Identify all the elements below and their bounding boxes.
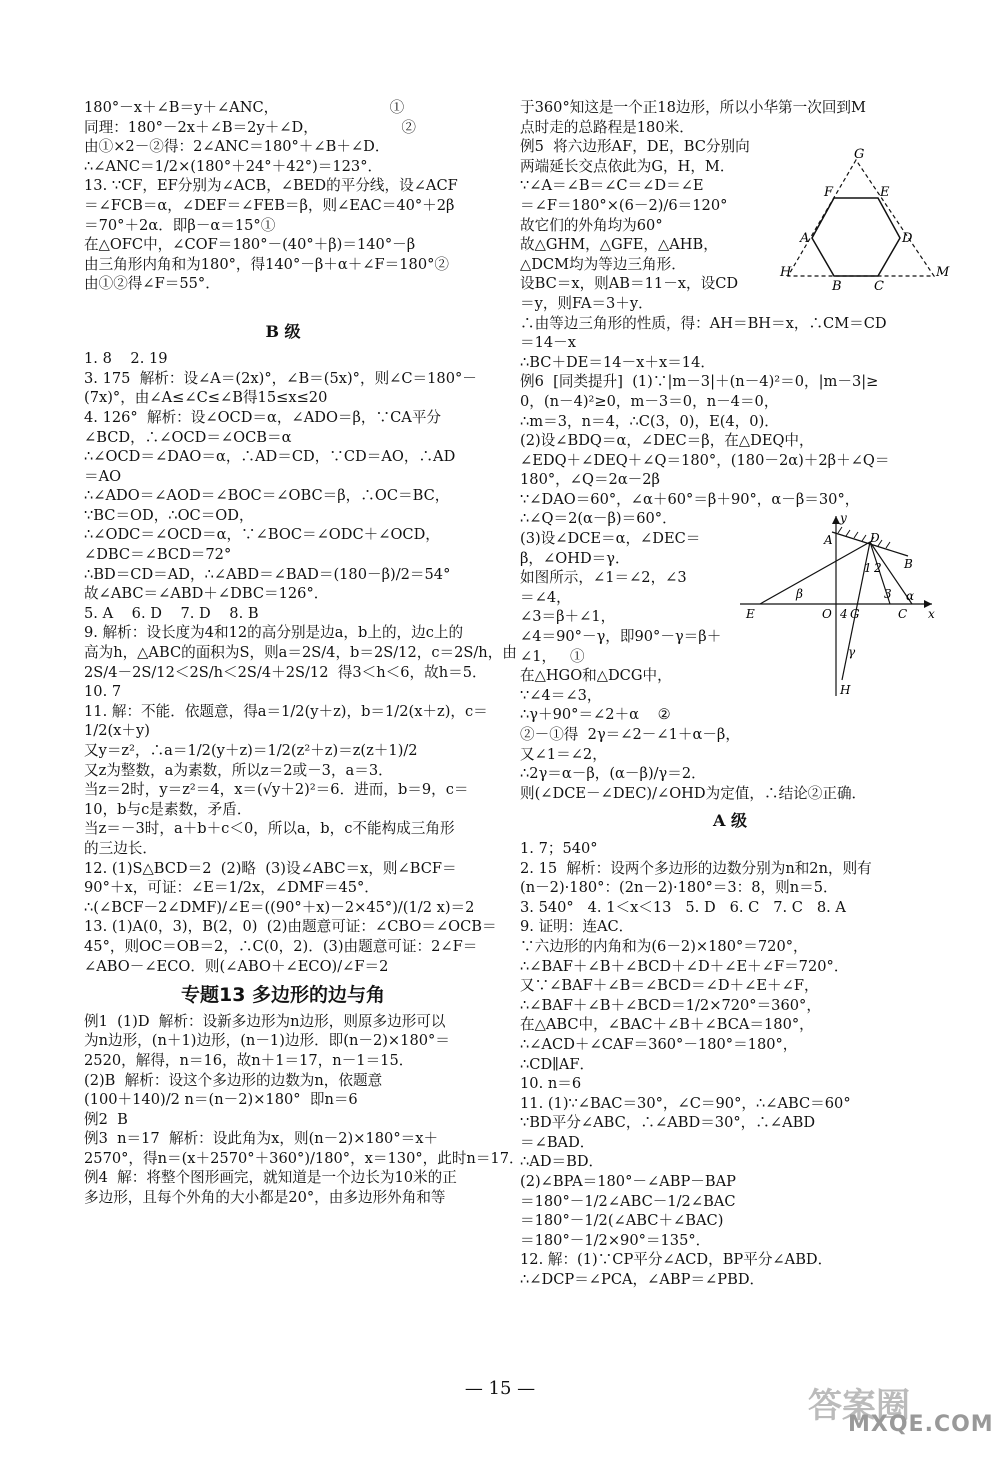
- right-line-4: ∵∠A＝∠B＝∠C＝∠D＝∠E: [520, 177, 704, 195]
- left-line-26: 9. 解析：设长度为4和12的高分别是边a，b上的，边c上的: [84, 624, 464, 642]
- axis-fig-label: α: [906, 589, 915, 603]
- left-line-0: 180°－x＋∠B＝y＋∠ANC， ①: [84, 99, 405, 116]
- axis-fig-label: E: [746, 607, 755, 621]
- right-line-49: 10. n＝6: [520, 1075, 582, 1093]
- axis-fig-label: 1: [864, 561, 872, 575]
- axis-fig-label: 2: [874, 561, 882, 575]
- left-column: [84, 98, 524, 1208]
- axis-fig-label: B: [904, 557, 913, 571]
- left-line-38: 12. (1)S△BCD＝2 (2)略 (3)设∠ABC＝x，则∠BCF＝: [84, 859, 457, 877]
- left-line-30: 11. 解：不能．依题意，得a＝1/2(y＋z)，b＝1/2(x＋z)，c＝: [84, 702, 488, 720]
- right-line-3: 两端延长交点依此为G，H，M．: [520, 157, 735, 175]
- right-line-15: 0，(n－4)²≥0，m－3＝0，n－4＝0，: [520, 392, 779, 410]
- right-line-48: ∴CD∥AF．: [520, 1055, 595, 1073]
- right-line-10: ＝y，则FA＝3＋y．: [520, 294, 653, 312]
- hex-label: A: [800, 231, 810, 246]
- left-line-19: ∴∠ADO＝∠AOD＝∠BOC＝∠OBC＝β，∴OC＝BC，: [84, 487, 450, 505]
- right-line-36: A 级: [713, 811, 747, 831]
- axis-fig-label: 4: [840, 607, 848, 621]
- left-line-27: 高为h，△ABC的面积为S，则a＝2S/4，b＝2S/12，c＝2S/h，由: [84, 644, 517, 662]
- right-line-38: 2. 15 解析：设两个多边形的边数分别为n和2n，则有: [520, 859, 872, 877]
- axis-fig-label: 3: [884, 587, 892, 601]
- hex-label: E: [880, 185, 890, 200]
- hex-label: B: [832, 279, 842, 294]
- right-line-39: (n－2)·180°：(2n－2)·180°＝3：8，则n＝5．: [520, 879, 838, 897]
- right-line-50: 11. (1)∵∠BAC＝30°，∠C＝90°，∴∠ABC＝60°: [520, 1094, 851, 1112]
- right-line-41: 9. 证明：连AC．: [520, 918, 634, 936]
- left-line-40: ∴(∠BCF－2∠DMF)/∠E＝((90°＋x)－2×45°)/(1/2 x)＝2: [84, 898, 475, 916]
- right-line-16: ∴m＝3，n＝4，∴C(3，0)，E(4，0)．: [520, 412, 779, 430]
- right-line-44: 又∵∠BAF＋∠B＝∠BCD＝∠D＋∠E＋∠F，: [520, 977, 819, 995]
- hexagon-figure: [776, 147, 950, 294]
- right-line-55: ＝180°－1/2∠ABC－1/2∠BAC: [520, 1192, 736, 1210]
- watermark-logo: 答案圈: [808, 1386, 910, 1426]
- right-line-40: 3. 540° 4. 1＜x＜13 5. D 6. C 7. C 8. A: [520, 898, 846, 916]
- left-line-49: (100＋140)/2 n＝(n－2)×180° 即n＝6: [84, 1091, 358, 1109]
- axis-fig-label: C: [898, 607, 908, 621]
- left-line-1: 同理：180°－2x＋∠B＝2y＋∠D， ②: [84, 118, 416, 136]
- right-line-19: 180°，∠Q＝2α－2β: [520, 471, 660, 489]
- right-line-24: 如图所示，∠1＝∠2，∠3: [520, 569, 687, 587]
- right-line-56: ＝180°－1/2(∠ABC＋∠BAC): [520, 1212, 724, 1230]
- hex-label: F: [824, 185, 834, 200]
- left-line-44: 专题13 多边形的边与角: [180, 984, 386, 1007]
- left-line-42: 45°，则OC＝OB＝2，∴C(0，2)．(3)由题意可证：2∠F＝: [84, 937, 478, 955]
- left-line-7: 在△OFC中，∠COF＝180°－(40°＋β)＝140°－β: [84, 236, 416, 254]
- left-line-52: 2570°，得n＝(x＋2570°＋360°)/180°，x＝130°，此时n＝17．: [84, 1149, 524, 1167]
- right-line-43: ∴∠BAF＋∠B＋∠BCD＋∠D＋∠E＋∠F＝720°．: [520, 957, 849, 975]
- right-line-53: ∴AD＝BD．: [520, 1153, 604, 1171]
- left-line-3: ∴∠ANC＝1/2×(180°＋24°＋42°)＝123°．: [84, 157, 383, 175]
- right-line-26: ∠3＝β＋∠1，: [520, 608, 616, 626]
- right-line-58: 12. 解：(1)∵CP平分∠ACD，BP平分∠ABD．: [520, 1251, 833, 1269]
- right-line-32: ②－①得 2γ＝∠2－∠1＋α－β，: [520, 726, 740, 743]
- page-number: — 15 —: [464, 1378, 536, 1399]
- left-line-25: 5. A 6. D 7. D 8. B: [84, 604, 259, 622]
- left-line-17: ∴∠OCD＝∠DAO＝α，∴AD＝CD，∵CD＝AO，∴AD: [84, 448, 456, 466]
- left-line-4: 13. ∵CF，EF分别为∠ACB，∠BED的平分线，设∠ACF: [84, 177, 458, 195]
- right-line-2: 例5 将六边形AF，DE，BC分别向: [520, 138, 750, 156]
- left-line-47: 2520，解得，n＝16，故n＋1＝17，n－1＝15．: [84, 1051, 414, 1069]
- left-line-45: 例1 (1)D 解析：设新多边形为n边形，则原多边形可以: [84, 1012, 446, 1030]
- right-line-31: ∴γ＋90°＝∠2＋α ②: [520, 706, 671, 724]
- left-line-15: 4. 126° 解析：设∠OCD＝α，∠ADO＝β，∵CA平分: [84, 408, 442, 426]
- left-line-18: ＝AO: [84, 467, 122, 485]
- hex-label: H: [780, 265, 792, 280]
- right-line-1: 点时走的总路程是180米．: [520, 118, 694, 136]
- left-line-50: 例2 B: [84, 1110, 128, 1128]
- axis-fig-label: γ: [848, 645, 856, 659]
- axis-fig-label: D: [870, 531, 880, 545]
- left-line-32: 又y＝z²，∴a＝1/2(y＋z)＝1/2(z²＋z)＝z(z＋1)/2: [84, 742, 418, 759]
- left-line-48: (2)B 解析：设这个多边形的边数为n，依题意: [84, 1071, 383, 1089]
- right-line-52: ＝∠BAD．: [520, 1133, 595, 1151]
- left-line-37: 的三边长．: [84, 839, 157, 857]
- right-line-29: 在△HGO和△DCG中，: [520, 667, 672, 685]
- left-line-14: (7x)°，由∠A≤∠C≤∠B得15≤x≤20: [84, 389, 328, 407]
- right-line-13: ∴BC＋DE＝14－x＋x＝14．: [520, 353, 715, 371]
- axis-fig-label: β: [796, 587, 803, 601]
- right-line-17: (2)设∠BDQ＝α，∠DEC＝β，在△DEQ中，: [520, 432, 814, 450]
- left-line-23: ∴BD＝CD＝AD，∴∠ABD＝∠BAD＝(180－β)/2＝54°: [84, 565, 451, 583]
- left-line-43: ∠ABO－∠ECO．则(∠ABO＋∠ECO)/∠F＝2: [84, 957, 389, 975]
- left-line-12: 1. 8 2. 19: [84, 350, 168, 368]
- left-line-11: B 级: [265, 321, 301, 341]
- hex-label: C: [874, 279, 884, 294]
- left-line-28: 2S/4－2S/12＜2S/h＜2S/4＋2S/12 得3＜h＜6，故h＝5．: [84, 663, 487, 681]
- right-line-7: 故△GHM，△GFE，△AHB，: [520, 236, 718, 254]
- left-line-29: 10. 7: [84, 683, 122, 701]
- right-line-37: 1. 7；540°: [520, 839, 598, 857]
- left-line-6: ＝70°＋2α．即β－α＝15°①: [84, 216, 276, 234]
- right-line-5: ＝∠F＝180°×(6－2)/6＝120°: [520, 196, 728, 214]
- right-line-54: (2)∠BPA＝180°－∠ABP－BAP: [520, 1173, 736, 1191]
- axis-fig-label: x: [928, 607, 935, 621]
- right-line-30: ∵∠4＝∠3，: [520, 686, 602, 704]
- right-line-20: ∵∠DAO＝60°，∠α＋60°＝β＋90°，α－β＝30°，: [520, 490, 860, 508]
- right-line-9: 设BC＝x，则AB＝11－x，设CD: [520, 275, 739, 293]
- right-line-28: ∠1， ①: [520, 647, 585, 665]
- right-line-27: ∠4＝90°－γ，即90°－γ＝β＋: [520, 628, 722, 646]
- right-line-12: ＝14－x: [520, 334, 576, 352]
- hex-label: D: [902, 231, 913, 246]
- left-line-21: ∴∠ODC＝∠OCD＝α，∵∠BOC＝∠ODC＋∠OCD，: [84, 526, 440, 544]
- right-line-6: 故它们的外角均为60°: [520, 216, 663, 234]
- right-line-33: 又∠1＝∠2，: [520, 745, 607, 763]
- hex-label: G: [854, 147, 865, 162]
- right-line-18: ∠EDQ＋∠DEQ＋∠Q＝180°，(180－2α)＋2β＋∠Q＝: [520, 451, 890, 469]
- left-line-31: 1/2(x＋y): [84, 722, 150, 740]
- right-line-14: 例6 [同类提升] (1)∵|m－3|＋(n－4)²＝0，|m－3|≥: [520, 373, 879, 391]
- left-line-8: 由三角形内角和为180°，得140°－β＋α＋∠F＝180°②: [84, 255, 450, 273]
- right-line-25: ＝∠4，: [520, 588, 571, 606]
- right-line-11: ∴由等边三角形的性质，得：AH＝BH＝x，∴CM＝CD: [520, 314, 887, 332]
- axis-fig-label: G: [850, 607, 860, 621]
- left-line-5: ＝∠FCB＝α，∠DEF＝∠FEB＝β，则∠EAC＝40°＋2β: [84, 196, 455, 214]
- left-line-36: 当z＝－3时，a＋b＋c＜0，所以a，b，c不能构成三角形: [84, 820, 455, 838]
- left-line-33: 又z为整数，a为素数，所以z＝2或－3，a＝3．: [84, 761, 393, 779]
- right-line-22: (3)设∠DCE＝α，∠DEC＝: [520, 530, 701, 548]
- right-line-34: ∴2γ＝α－β，(α－β)/γ＝2．: [520, 765, 706, 783]
- left-line-35: 10，b与c是素数，矛盾．: [84, 800, 252, 818]
- right-line-35: 则(∠DCE－∠DEC)/∠OHD为定值，∴结论②正确．: [520, 784, 867, 802]
- right-line-59: ∴∠DCP＝∠PCA，∠ABP＝∠PBD．: [520, 1271, 765, 1289]
- right-line-47: ∴∠ACD＋∠CAF＝360°－180°＝180°，: [520, 1035, 798, 1053]
- left-line-24: 故∠ABC＝∠ABD＋∠DBC＝126°．: [84, 585, 329, 603]
- left-line-54: 多边形，且每个外角的大小都是20°，由多边形外角和等: [84, 1189, 446, 1207]
- left-line-46: 为n边形，(n＋1)边形，(n－1)边形．即(n－2)×180°＝: [84, 1032, 450, 1050]
- axis-fig-label: H: [840, 683, 851, 697]
- left-line-16: ∠BCD，∴∠OCD＝∠OCB＝α: [84, 428, 292, 446]
- hex-label: M: [936, 265, 950, 280]
- left-line-41: 13. (1)A(0，3)，B(2，0) (2)由题意可证：∠CBO＝∠OCB＝: [84, 918, 497, 936]
- right-line-51: ∵BD平分∠ABC，∴∠ABD＝30°，∴∠ABD: [520, 1114, 816, 1132]
- left-line-9: 由①②得∠F＝55°．: [84, 275, 220, 293]
- watermark: MXQE.COM: [848, 1412, 994, 1437]
- left-line-22: ∠DBC＝∠BCD＝72°: [84, 546, 232, 564]
- right-line-57: ＝180°－1/2×90°＝135°．: [520, 1231, 711, 1249]
- left-line-39: 90°＋x，可证：∠E＝1/2x，∠DMF＝45°．: [84, 879, 379, 897]
- left-line-51: 例3 n＝17 解析：设此角为x，则(n－2)×180°＝x＋: [84, 1130, 439, 1148]
- right-line-42: ∵六边形的内角和为(6－2)×180°＝720°，: [520, 937, 808, 955]
- axis-fig-label: y: [840, 511, 847, 525]
- axis-fig-label: A: [824, 533, 833, 547]
- left-line-10: [84, 294, 482, 314]
- left-line-34: 当z＝2时，y＝z²＝4，x＝(√y＋2)²＝6．进而，b＝9，c＝: [84, 781, 469, 799]
- right-line-23: β，∠OHD＝γ．: [520, 549, 630, 567]
- right-line-46: 在△ABC中，∠BAC＋∠B＋∠BCA＝180°，: [520, 1016, 814, 1034]
- left-line-2: 由①×2－②得：2∠ANC＝180°＋∠B＋∠D．: [84, 138, 390, 156]
- coordinate-figure: [740, 510, 940, 700]
- right-line-21: ∴∠Q＝2(α－β)＝60°．: [520, 510, 677, 528]
- right-line-8: △DCM均为等边三角形．: [520, 255, 686, 273]
- left-line-20: ∵BC＝OD，∴OC＝OD，: [84, 506, 254, 524]
- right-line-45: ∴∠BAF＋∠B＋∠BCD＝1/2×720°＝360°，: [520, 996, 821, 1014]
- left-line-13: 3. 175 解析：设∠A＝(2x)°，∠B＝(5x)°，则∠C＝180°－: [84, 369, 477, 387]
- axis-fig-label: O: [822, 607, 832, 621]
- right-line-0: 于360°知这是一个正18边形，所以小华第一次回到M: [520, 99, 866, 116]
- left-line-53: 例4 解：将整个图形画完，就知道是一个边长为10米的正: [84, 1169, 457, 1187]
